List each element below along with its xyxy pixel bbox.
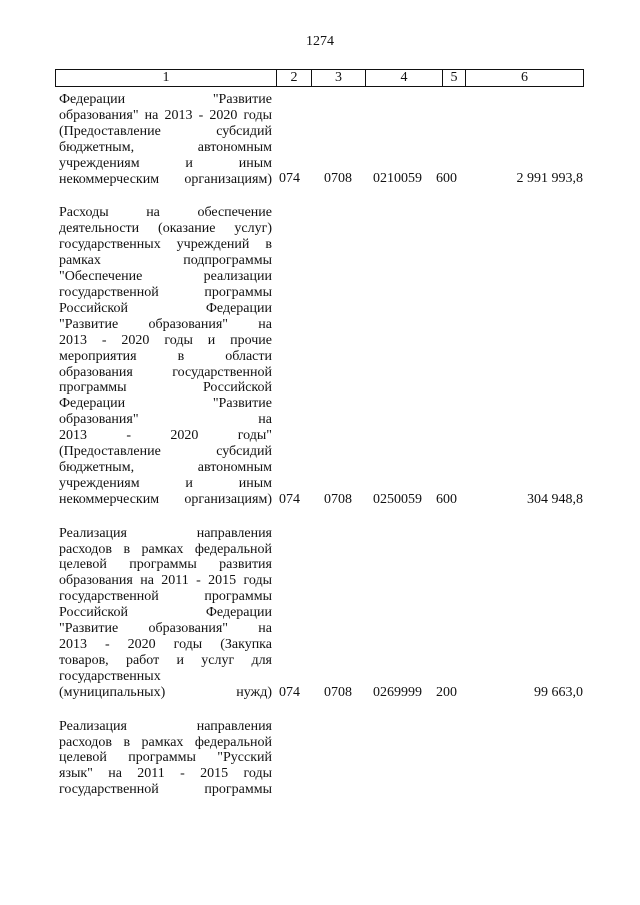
header-col-3: 3: [312, 70, 366, 86]
table-row: [0, 205, 640, 507]
amount: 304 948,8: [527, 491, 583, 507]
description-line: образования государственной: [59, 364, 272, 380]
description-line: Реализация направления: [59, 525, 272, 541]
row-description: [59, 719, 272, 799]
description-line: государственных: [59, 668, 161, 684]
description-line: расходов в рамках федеральной: [59, 541, 272, 557]
description-line: Российской Федерации: [59, 605, 272, 621]
description-line: Реализация направления: [59, 718, 272, 734]
description-line: 2013 - 2020 годы и прочие: [59, 332, 272, 348]
table-body: [0, 92, 640, 816]
description-line: расходов в рамках федеральной: [59, 734, 272, 750]
description-line: государственных учреждений в: [59, 237, 272, 253]
description-line: государственной программы: [59, 782, 272, 798]
description-line: "Развитие образования" на: [59, 621, 272, 637]
row-description: [59, 205, 272, 507]
header-col-1: 1: [56, 70, 277, 86]
expense-type-code: 200: [436, 684, 457, 700]
table-header: [55, 69, 584, 87]
description-line: бюджетным, автономным: [59, 139, 272, 155]
description-line: Российской Федерации: [59, 300, 272, 316]
description-line: (муниципальных) нужд): [59, 684, 272, 700]
description-line: язык" на 2011 - 2015 годы: [59, 766, 272, 782]
header-col-2: 2: [277, 70, 312, 86]
section-code: 0708: [324, 491, 352, 507]
ministry-code: 074: [279, 684, 300, 700]
expense-type-code: 600: [436, 491, 457, 507]
description-line: Расходы на обеспечение: [59, 205, 272, 221]
description-line: 2013 - 2020 годы (Закупка: [59, 637, 272, 652]
ministry-code: 074: [279, 171, 300, 187]
description-line: Федерации "Развитие: [59, 92, 272, 107]
description-line: образования" на 2013 - 2020 годы: [59, 107, 272, 123]
amount: 99 663,0: [534, 684, 583, 700]
description-line: бюджетным, автономным: [59, 459, 272, 475]
section-code: 0708: [324, 684, 352, 700]
description-line: мероприятия в области: [59, 348, 272, 364]
description-line: целевой программы развития: [59, 557, 272, 573]
description-line: 2013 - 2020 годы": [59, 428, 272, 444]
description-line: (Предоставление субсидий: [59, 444, 272, 460]
row-values: [0, 171, 640, 187]
row-values: [0, 685, 640, 701]
target-article-code: 0269999: [373, 684, 422, 700]
table-row: [0, 719, 640, 799]
amount: 2 991 993,8: [516, 171, 583, 187]
description-line: некоммерческим организациям): [59, 171, 272, 187]
target-article-code: 0210059: [373, 171, 422, 187]
table-row: [0, 92, 640, 187]
table-row: [0, 526, 640, 701]
target-article-code: 0250059: [373, 491, 422, 507]
description-line: государственной программы: [59, 284, 272, 300]
row-description: [59, 526, 272, 701]
description-line: "Обеспечение реализации: [59, 269, 272, 285]
description-line: учреждениям и иным: [59, 155, 272, 171]
ministry-code: 074: [279, 491, 300, 507]
header-col-4: 4: [366, 70, 443, 86]
row-values: [0, 492, 640, 508]
header-col-5: 5: [443, 70, 466, 86]
description-line: учреждениям и иным: [59, 475, 272, 491]
description-line: рамках подпрограммы: [59, 253, 272, 269]
description-line: образования на 2011 - 2015 годы: [59, 573, 272, 589]
description-line: (Предоставление субсидий: [59, 123, 272, 139]
header-col-6: 6: [521, 70, 528, 85]
description-line: целевой программы "Русский: [59, 750, 272, 766]
description-line: деятельности (оказание услуг): [59, 221, 272, 237]
description-line: образования" на: [59, 412, 272, 428]
description-line: Федерации "Развитие: [59, 396, 272, 412]
description-line: "Развитие образования" на: [59, 316, 272, 332]
description-line: государственной программы: [59, 589, 272, 605]
description-line: товаров, работ и услуг для: [59, 652, 272, 668]
page-number: 1274: [306, 34, 334, 49]
expense-type-code: 600: [436, 171, 457, 187]
description-line: некоммерческим организациям): [59, 491, 272, 507]
section-code: 0708: [324, 171, 352, 187]
description-line: программы Российской: [59, 380, 272, 396]
